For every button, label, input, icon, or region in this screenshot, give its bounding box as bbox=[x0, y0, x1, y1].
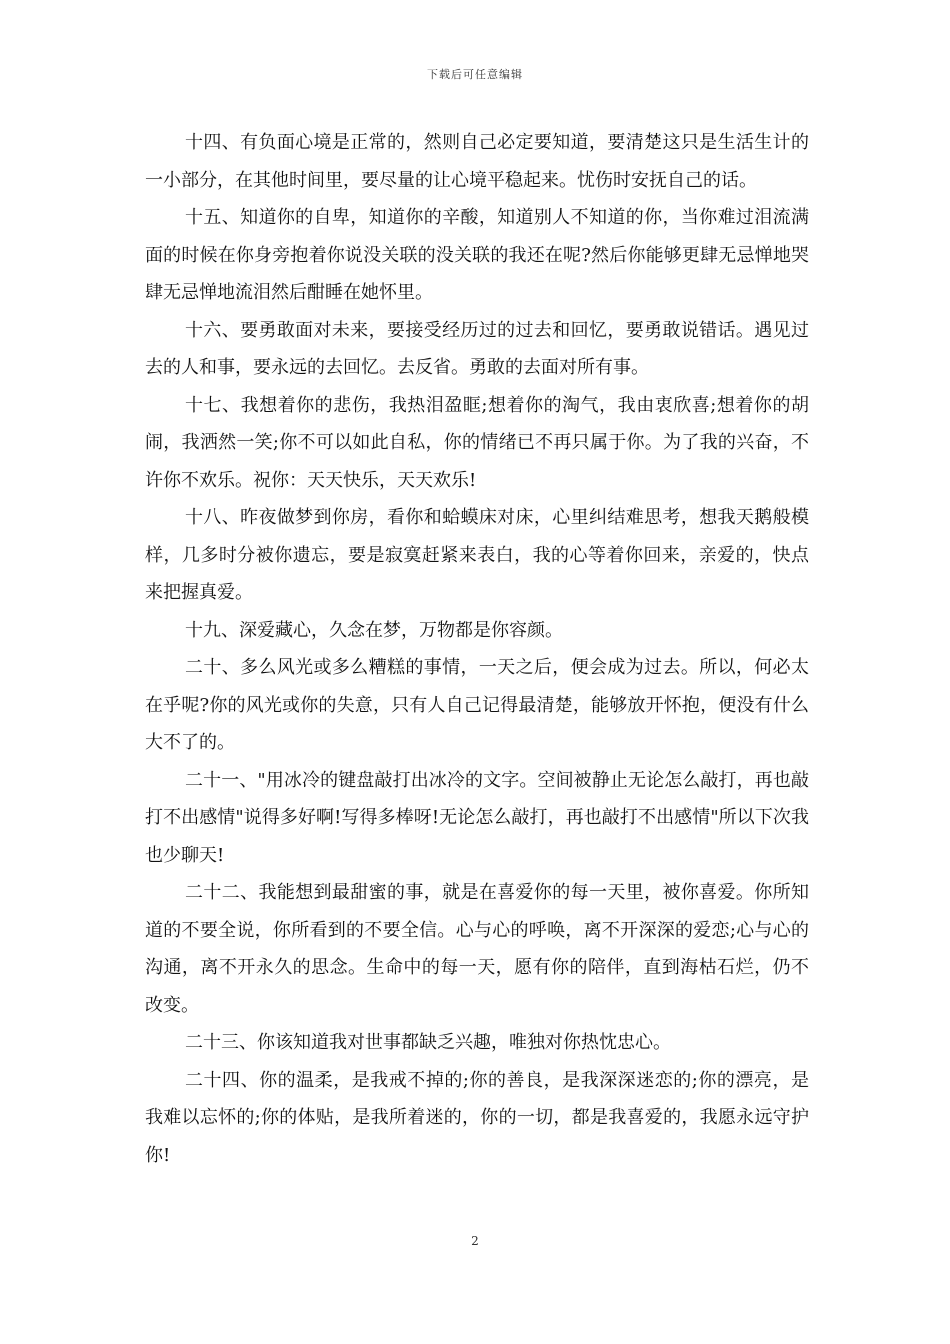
paragraph-24: 二十四、你的温柔，是我戒不掉的;你的善良，是我深深迷恋的;你的漂亮，是我难以忘怀的;你的体贴，是我所着迷的，你的一切，都是我喜爱的，我愿永远守护你! bbox=[145, 1069, 809, 1166]
paragraph-19: 十九、深爱藏心，久念在梦，万物都是你容颜。 bbox=[185, 619, 563, 641]
paragraph-17: 十七、我想着你的悲伤，我热泪盈眶;想着你的淘气，我由衷欣喜;想着你的胡闹，我洒然一笑;你不可以如此自私，你的情绪已不再只属于你。为了我的兴奋，不许你不欢乐。祝你：天天快乐，天天欢乐! bbox=[145, 394, 809, 491]
paragraph-14: 十四、有负面心境是正常的，然则自己必定要知道，要清楚这只是生活生计的一小部分，在其他时间里，要尽量的让心境平稳起来。忧伤时安抚自己的话。 bbox=[145, 132, 809, 191]
document-body bbox=[145, 124, 809, 1174]
page-header: 下载后可任意编辑 bbox=[427, 68, 523, 81]
paragraph-23: 二十三、你该知道我对世事都缺乏兴趣，唯独对你热忱忠心。 bbox=[185, 1032, 671, 1053]
paragraph-16: 十六、要勇敢面对未来，要接受经历过的过去和回忆，要勇敢说错话。遇见过去的人和事，要永远的去回忆。去反省。勇敢的去面对所有事。 bbox=[145, 319, 809, 378]
paragraph-18: 十八、昨夜做梦到你房，看你和蛤蟆床对床，心里纠结难思考，想我天鹅般模样，几多时分被你遗忘，要是寂寞赶紧来表白，我的心等着你回来，亲爱的，快点来把握真爱。 bbox=[145, 507, 809, 603]
paragraph-21: 二十一、"用冰冷的键盘敲打出冰冷的文字。空间被静止无论怎么敲打，再也敲打不出感情"说得多好啊!写得多棒呀!无论怎么敲打，再也敲打不出感情"所以下次我也少聊天! bbox=[145, 769, 809, 866]
page-number: 2 bbox=[471, 1234, 479, 1248]
paragraph-15: 十五、知道你的自卑，知道你的辛酸，知道别人不知道的你，当你难过泪流满面的时候在你身旁抱着你说没关联的没关联的我还在呢?然后你能够更肆无忌惮地哭肆无忌惮地流泪然后酣睡在她怀里。 bbox=[145, 207, 809, 303]
paragraph-20: 二十、多么风光或多么糟糕的事情，一天之后，便会成为过去。所以，何必太在乎呢?你的风光或你的失意，只有人自己记得最清楚，能够放开怀抱，便没有什么大不了的。 bbox=[145, 657, 809, 753]
paragraph-22: 二十二、我能想到最甜蜜的事，就是在喜爱你的每一天里，被你喜爱。你所知道的不要全说，你所看到的不要全信。心与心的呼唤，离不开深深的爱恋;心与心的沟通，离不开永久的思念。生命中的每一天，愿有你的陪伴，直到海枯石烂，仍不改变。 bbox=[145, 882, 809, 1016]
